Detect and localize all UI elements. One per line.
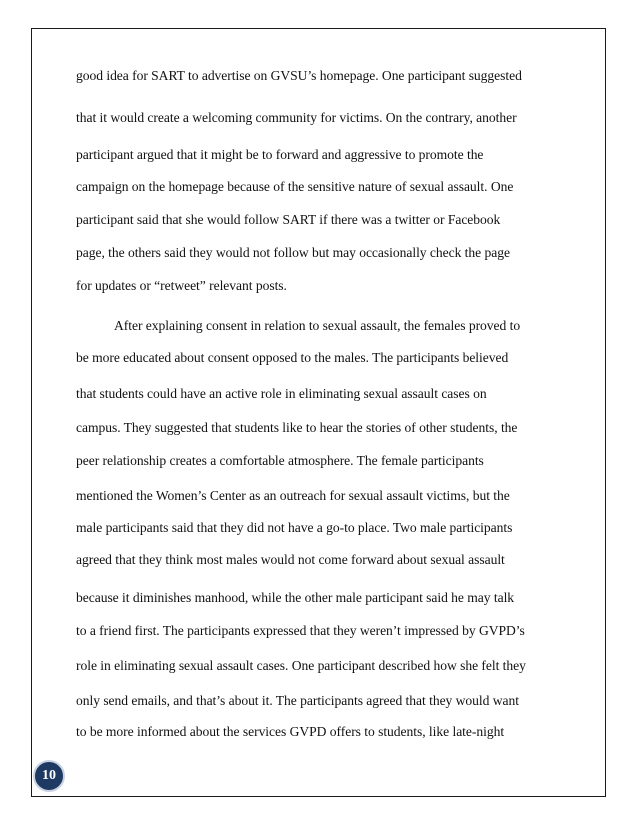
text-line: peer relationship creates a comfortable atmosphere. The female participants [76, 453, 484, 468]
text-line: only send emails, and that’s about it. The participants agreed that they would want [76, 693, 519, 708]
text-line: that students could have an active role in eliminating sexual assault cases on [76, 386, 487, 401]
text-line: agreed that they think most males would not come forward about sexual assault [76, 552, 505, 567]
text-line: campaign on the homepage because of the sensitive nature of sexual assault. One [76, 179, 514, 194]
text-line: good idea for SART to advertise on GVSU’s homepage. One participant suggested [76, 68, 522, 83]
text-line: that it would create a welcoming community for victims. On the contrary, another [76, 110, 517, 125]
text-line: because it diminishes manhood, while the other male participant said he may talk [76, 590, 515, 605]
page-number-badge [33, 760, 65, 792]
text-line: to a friend first. The participants expressed that they weren’t impressed by GVPD’s [76, 623, 525, 638]
text-line: for updates or “retweet” relevant posts. [76, 278, 287, 293]
text-line: role in eliminating sexual assault cases. One participant described how she felt they [76, 658, 526, 673]
text-line: campus. They suggested that students like to hear the stories of other students, the [76, 420, 518, 435]
text-line: After explaining consent in relation to sexual assault, the females proved to [114, 318, 521, 333]
page-number: 10 [42, 768, 56, 783]
text-line: to be more informed about the services GVPD offers to students, like late-night [76, 724, 505, 739]
text-line: mentioned the Women’s Center as an outreach for sexual assault victims, but the [76, 488, 510, 503]
text-line: participant argued that it might be to forward and aggressive to promote the [76, 147, 484, 162]
text-line: participant said that she would follow SART if there was a twitter or Facebook [76, 212, 501, 227]
text-line: be more educated about consent opposed to the males. The participants believed [76, 350, 509, 365]
text-line: page, the others said they would not follow but may occasionally check the page [76, 245, 510, 260]
text-line: male participants said that they did not have a go-to place. Two male participants [76, 520, 513, 535]
page-border [31, 28, 606, 797]
